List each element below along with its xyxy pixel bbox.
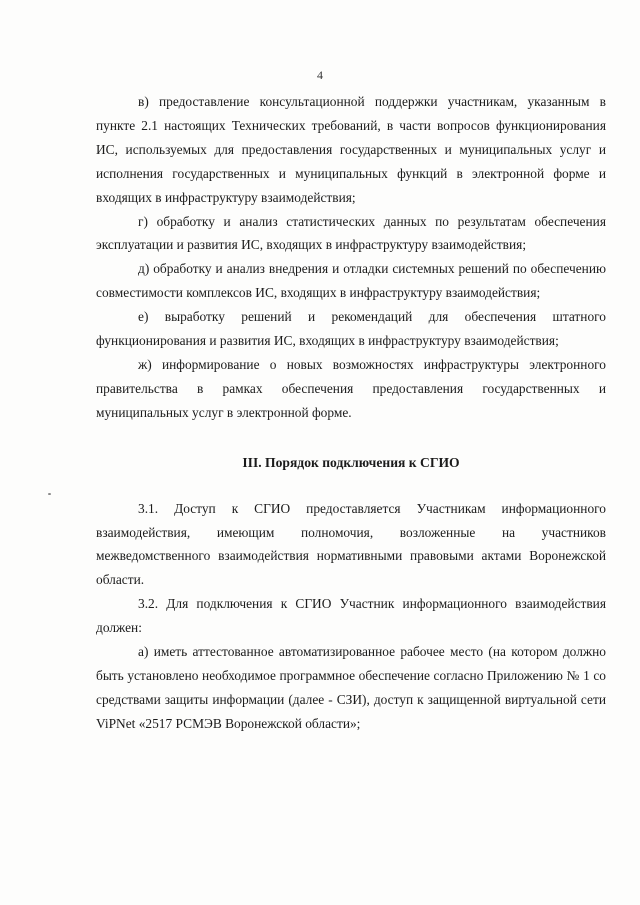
paragraph-d: д) обработку и анализ внедрения и отладки системных решений по обеспечению совместимости комплексов ИС, входящих в инфраструктуру взаимодействия; xyxy=(96,261,606,301)
page-number: 4 xyxy=(317,68,323,82)
paragraph-v: в) предоставление консультационной поддержки участникам, указанным в пункте 2.1 настоящих Технических требований, в части вопросов функционирования ИС, используемых для предоставления государственных и муниципальных услуг и исполнения государственных и муниципальных функций в электронной форме и входящих в инфраструктуру взаимодействия; xyxy=(96,94,606,205)
scan-speck xyxy=(48,493,51,495)
section-heading: III. Порядок подключения к СГИО xyxy=(242,454,460,470)
paragraph-3-2: 3.2. Для подключения к СГИО Участник информационного взаимодействия должен: xyxy=(96,596,606,636)
paragraph-a: а) иметь аттестованное автоматизированное рабочее место (на котором должно быть установлено необходимое программное обеспечение согласно Приложению № 1 со средствами защиты информации (далее - СЗИ), доступ к защищенной виртуальной сети ViPNet «2517 РСМЭВ Воронежской области»; xyxy=(96,644,606,731)
paragraph-3-1: 3.1. Доступ к СГИО предоставляется Участникам информационного взаимодействия, имеющим полномочия, возложенные на участников межведомственного взаимодействия нормативными правовыми актами Воронежской области. xyxy=(96,500,606,588)
paragraph-g: г) обработку и анализ статистических данных по результатам обеспечения эксплуатации и развития ИС, входящих в инфраструктуру взаимодействия; xyxy=(96,213,606,253)
document-body xyxy=(96,90,606,736)
paragraph-zh: ж) информирование о новых возможностях инфраструктуры электронного правительства в рамках обеспечения предоставления государственных и муниципальных услуг в электронной форме. xyxy=(96,356,606,420)
paragraph-e: е) выработку решений и рекомендаций для обеспечения штатного функционирования и развития ИС, входящих в инфраструктуру взаимодействия; xyxy=(96,309,606,349)
